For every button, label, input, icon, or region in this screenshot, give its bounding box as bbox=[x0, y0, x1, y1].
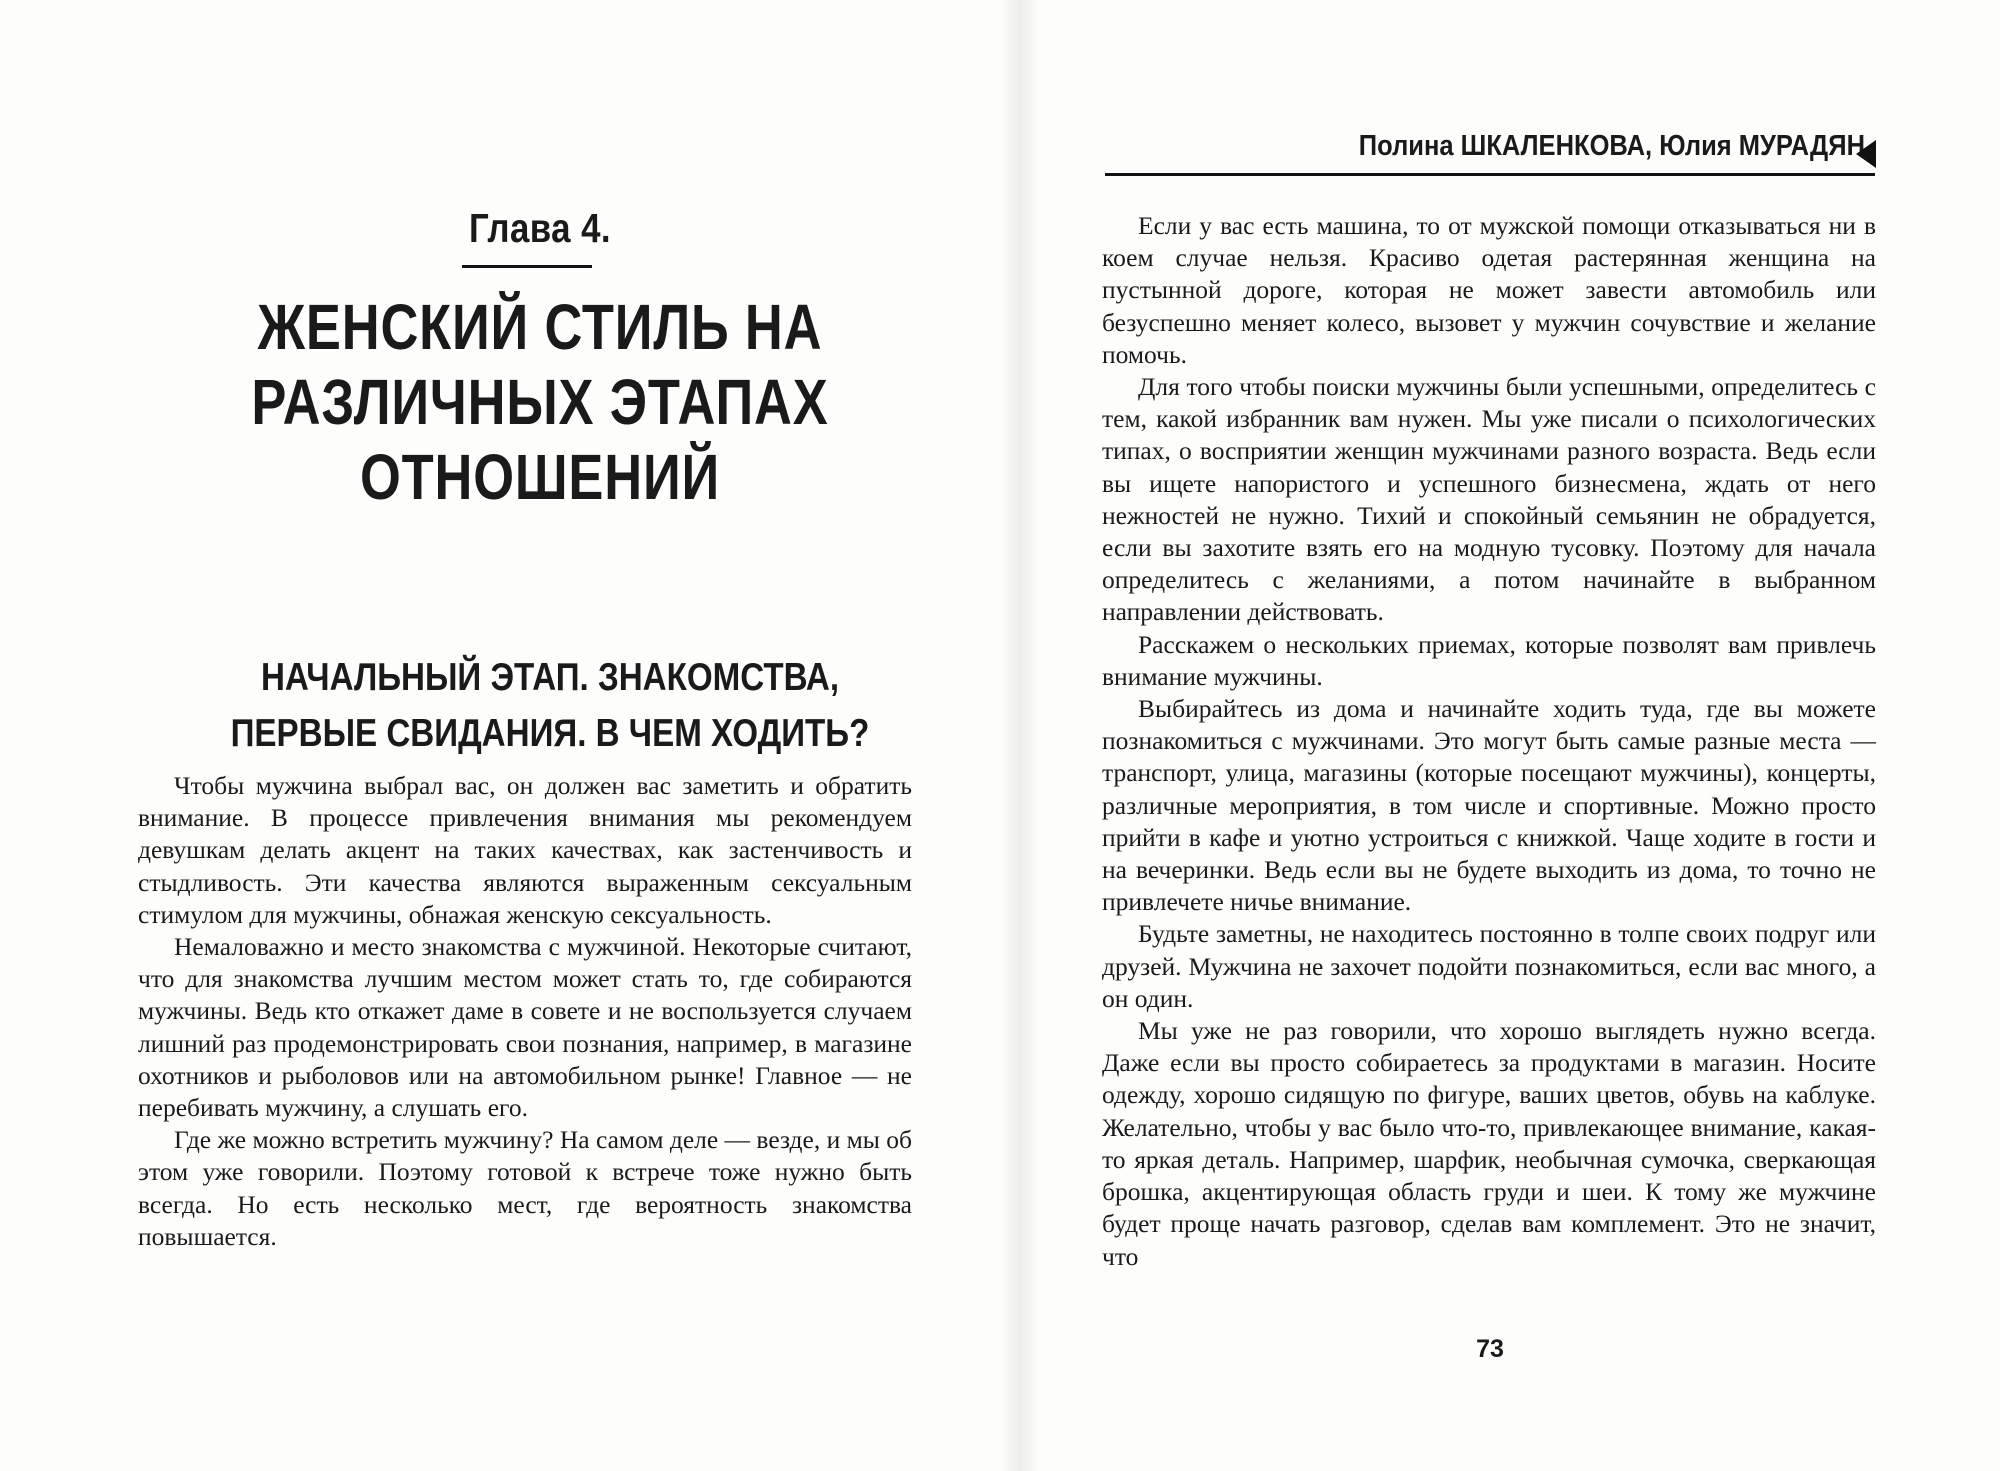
paragraph: Расскажем о нескольких приемах, которые позволят вам привлечь внимание мужчины. bbox=[1102, 629, 1876, 691]
section-title-line: ПЕРВЫЕ СВИДАНИЯ. В ЧЕМ ХОДИТЬ? bbox=[230, 712, 870, 755]
chapter-title bbox=[179, 290, 901, 515]
chapter-title-line: ОТНОШЕНИЙ bbox=[359, 441, 721, 513]
section-title-line: НАЧАЛЬНЫЙ ЭТАП. ЗНАКОМСТВА, bbox=[260, 656, 840, 699]
right-body-text bbox=[1102, 210, 1876, 1273]
chapter-title-line: РАЗЛИЧНЫХ ЭТАПАХ bbox=[251, 366, 829, 438]
page-number: 73 bbox=[1476, 1335, 1504, 1363]
chapter-title-line: ЖЕНСКИЙ СТИЛЬ НА bbox=[257, 291, 823, 363]
paragraph: Будьте заметны, не находитесь постоянно в толпе своих подруг или друзей. Мужчина не захочет подойти познакомиться, если вас много, а он один. bbox=[1102, 919, 1876, 1013]
paragraph: Немаловажно и место знакомства с мужчиной. Некоторые считают, что для знакомства лучшим местом может стать то, где собираются мужчины. Ведь кто откажет даме в совете и не воспользуется случаем лишний раз продемонстрировать свои познания, например, в магазине охотников и рыболовов или на автомобильном рынке! Главное — не перебивать мужчину, а слушать его. bbox=[138, 932, 912, 1123]
paragraph: Выбирайтесь из дома и начинайте ходить туда, где вы можете познакомиться с мужчинами. Это могут быть самые разные места — транспорт, улица, магазины (которые посещают мужчины), концерты, различные мероприятия, в том числе и спортивные. Можно просто прийти в кафе и уютно устроиться с книжкой. Чаще ходите в гости и на вечеринки. Ведь если вы не будете выходить из дома, то точно не привлечете ничье внимание. bbox=[1102, 694, 1876, 917]
paragraph: Для того чтобы поиски мужчины были успешными, определитесь с тем, какой избранник вам нужен. Мы уже писали о психологических типах, о восприятии женщин мужчинами разного возраста. Ведь если вы ищете напористого и успешного бизнесмена, ждать от него нежностей не нужно. Тихий и спокойный семьянин не обрадуется, если вы захотите взять его на модную тусовку. Поэтому для начала определитесь с желаниями, а потом начинайте в выбранном направлении действовать. bbox=[1102, 372, 1876, 627]
left-body-text bbox=[138, 770, 912, 1253]
running-head: Полина ШКАЛЕНКОВА, Юлия МУРАДЯН bbox=[1358, 130, 1865, 162]
chapter-rule bbox=[462, 265, 592, 268]
section-title bbox=[185, 650, 916, 762]
running-head-rule bbox=[1105, 173, 1875, 176]
running-head-marker-icon bbox=[1856, 140, 1876, 168]
chapter-label: Глава 4. bbox=[468, 205, 612, 251]
paragraph: Где же можно встретить мужчину? На самом деле — везде, и мы об этом уже говорили. Поэтому готовой к встрече тоже нужно быть всегда. Но есть несколько мест, где вероятность знакомства повышается. bbox=[138, 1125, 912, 1251]
paragraph: Если у вас есть машина, то от мужской помощи отказываться ни в коем случае нельзя. Красиво одетая растерянная женщина на пустынной дороге, которая не может завести автомобиль или безуспешно меняет колесо, вызовет у мужчин сочувствие и желание помочь. bbox=[1102, 211, 1876, 369]
paragraph: Чтобы мужчина выбрал вас, он должен вас заметить и обратить внимание. В процессе привлечения внимания мы рекомендуем девушкам делать акцент на таких качествах, как застенчивость и стыдливость. Эти качества являются выраженным сексуальным стимулом для мужчины, обнажая женскую сексуальность. bbox=[138, 771, 912, 929]
paragraph: Мы уже не раз говорили, что хорошо выглядеть нужно всегда. Даже если вы просто собираетесь за продуктами в магазин. Носите одежду, хорошо сидящую по фигуре, ваших цветов, обувь на каблуке. Желательно, чтобы у вас было что-то, привлекающее внимание, какая-то яркая деталь. Например, шарфик, необычная сумочка, сверкающая брошка, акцентирующая область груди и шеи. К тому же мужчине будет проще начать разговор, сделав вам комплемент. Это не значит, что bbox=[1102, 1016, 1876, 1271]
